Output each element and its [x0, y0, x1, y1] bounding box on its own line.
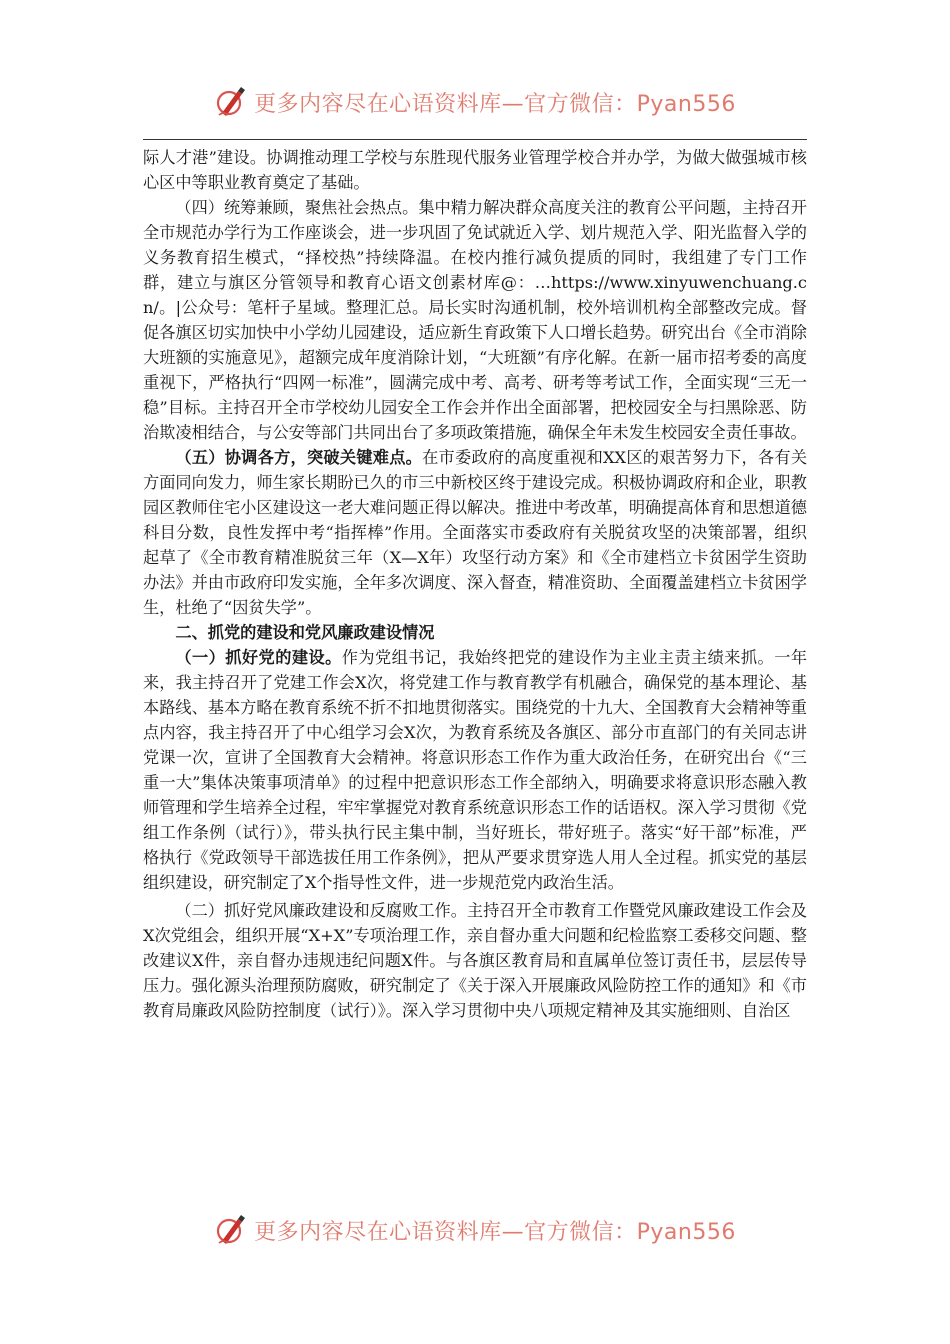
paragraph-section-4: [143, 195, 807, 445]
document-body: [143, 145, 807, 1023]
paragraph-lead: （五）协调各方，突破关键难点。: [175, 448, 423, 467]
paragraph-party-building: [143, 645, 807, 895]
paragraph-text: 在市委政府的高度重视和XX区的艰苦努力下，各有关方面同向发力，师生家长期盼已久的市三中新校区终于建设完成。积极协调政府和企业，职教园区教师住宅小区建设这一老大难问题正得以解决。推进中考改革，明确提高体育和思想道德科目分数，良性发挥中考“指挥棒”作用。全面落实市委政府有关脱贫攻坚的决策部署，组织起草了《全市教育精准脱贫三年（X—X年）攻坚行动方案》和《全市建档立卡贫困学生资助办法》并由市政府印发实施，全年多次调度、深入督查，精准资助、全面覆盖建档立卡贫困学生，杜绝了“因贫失学”。: [143, 448, 808, 617]
paragraph-text: （二）抓好党风廉政建设和反腐败工作。主持召开全市教育工作暨党风廉政建设工作会及X次党组会，组织开展“X+X”专项治理工作，亲自督办重大问题和纪检监察工委移交问题、整改建议X件，亲自督办违规违纪问题X件。与各旗区教育局和直属单位签订责任书，层层传导压力。强化源头治理预防腐败，研究制定了《关于深入开展廉政风险防控工作的通知》和《市教育局廉政风险防控制度（试行）》。深入学习贯彻中央八项规定精神及其实施细则、自治区: [143, 901, 807, 1020]
section-heading-text: 二、抓党的建设和党风廉政建设情况: [175, 623, 435, 642]
footer-banner-text: 更多内容尽在心语资料库—官方微信：Pyan556: [254, 1219, 736, 1245]
paragraph-anti-corruption: [143, 898, 807, 1023]
header-banner-text: 更多内容尽在心语资料库—官方微信：Pyan556: [254, 91, 736, 117]
paragraph-text: 际人才港”建设。协调推动理工学校与东胜现代服务业管理学校合并办学，为做大做强城市核心区中等职业教育奠定了基础。: [143, 148, 807, 192]
section-heading-2: [143, 620, 807, 645]
header-banner: [0, 82, 950, 122]
paragraph-continuation: [143, 145, 807, 195]
pen-logo-icon: [214, 1213, 248, 1247]
pen-logo-icon: [214, 85, 248, 119]
paragraph-text: （四）统筹兼顾，聚焦社会热点。集中精力解决群众高度关注的教育公平问题，主持召开全市规范办学行为工作座谈会，进一步巩固了免试就近入学、划片规范入学、阳光监督入学的义务教育招生模式，“择校热”持续降温。在校内推行减负提质的同时，我组建了专门工作群，建立与旗区分管领导和教育心语文创素材库@：…https://www.xinyuwenchuang.cn/。|公众号：笔杆子星域。整理汇总。局长实时沟通机制，校外培训机构全部整改完成。督促各旗区切实加快中小学幼儿园建设，适应新生育政策下人口增长趋势。研究出台《全市消除大班额的实施意见》，超额完成年度消除计划，“大班额”有序化解。在新一届市招考委的高度重视下，严格执行“四网一标准”，圆满完成中考、高考、研考等考试工作，全面实现“三无一稳”目标。主持召开全市学校幼儿园安全工作会并作出全面部署，把校园安全与扫黑除恶、防治欺凌相结合，与公安等部门共同出台了多项政策措施，确保全年未发生校园安全责任事故。: [143, 198, 807, 442]
paragraph-text: 作为党组书记，我始终把党的建设作为主业主责主绩来抓。一年来，我主持召开了党建工作会X次，将党建工作与教育教学有机融合，确保党的基本理论、基本路线、基本方略在教育系统不折不扣地贯彻落实。围绕党的十九大、全国教育大会精神等重点内容，我主持召开了中心组学习会X次，为教育系统及各旗区、部分市直部门的有关同志讲党课一次，宣讲了全国教育大会精神。将意识形态工作作为重大政治任务，在研究出台《“三重一大”集体决策事项清单》的过程中把意识形态工作全部纳入，明确要求将意识形态融入教师管理和学生培养全过程，牢牢掌握党对教育系统意识形态工作的话语权。深入学习贯彻《党组工作条例（试行）》，带头执行民主集中制，当好班长，带好班子。落实“好干部”标准，严格执行《党政领导干部选拔任用工作条例》，把从严要求贯穿选人用人全过程。抓实党的基层组织建设，研究制定了X个指导性文件，进一步规范党内政治生活。: [143, 648, 808, 892]
paragraph-lead: （一）抓好党的建设。: [175, 648, 342, 667]
footer-banner: [0, 1210, 950, 1250]
header-divider: [143, 139, 807, 140]
paragraph-section-5: [143, 445, 807, 620]
